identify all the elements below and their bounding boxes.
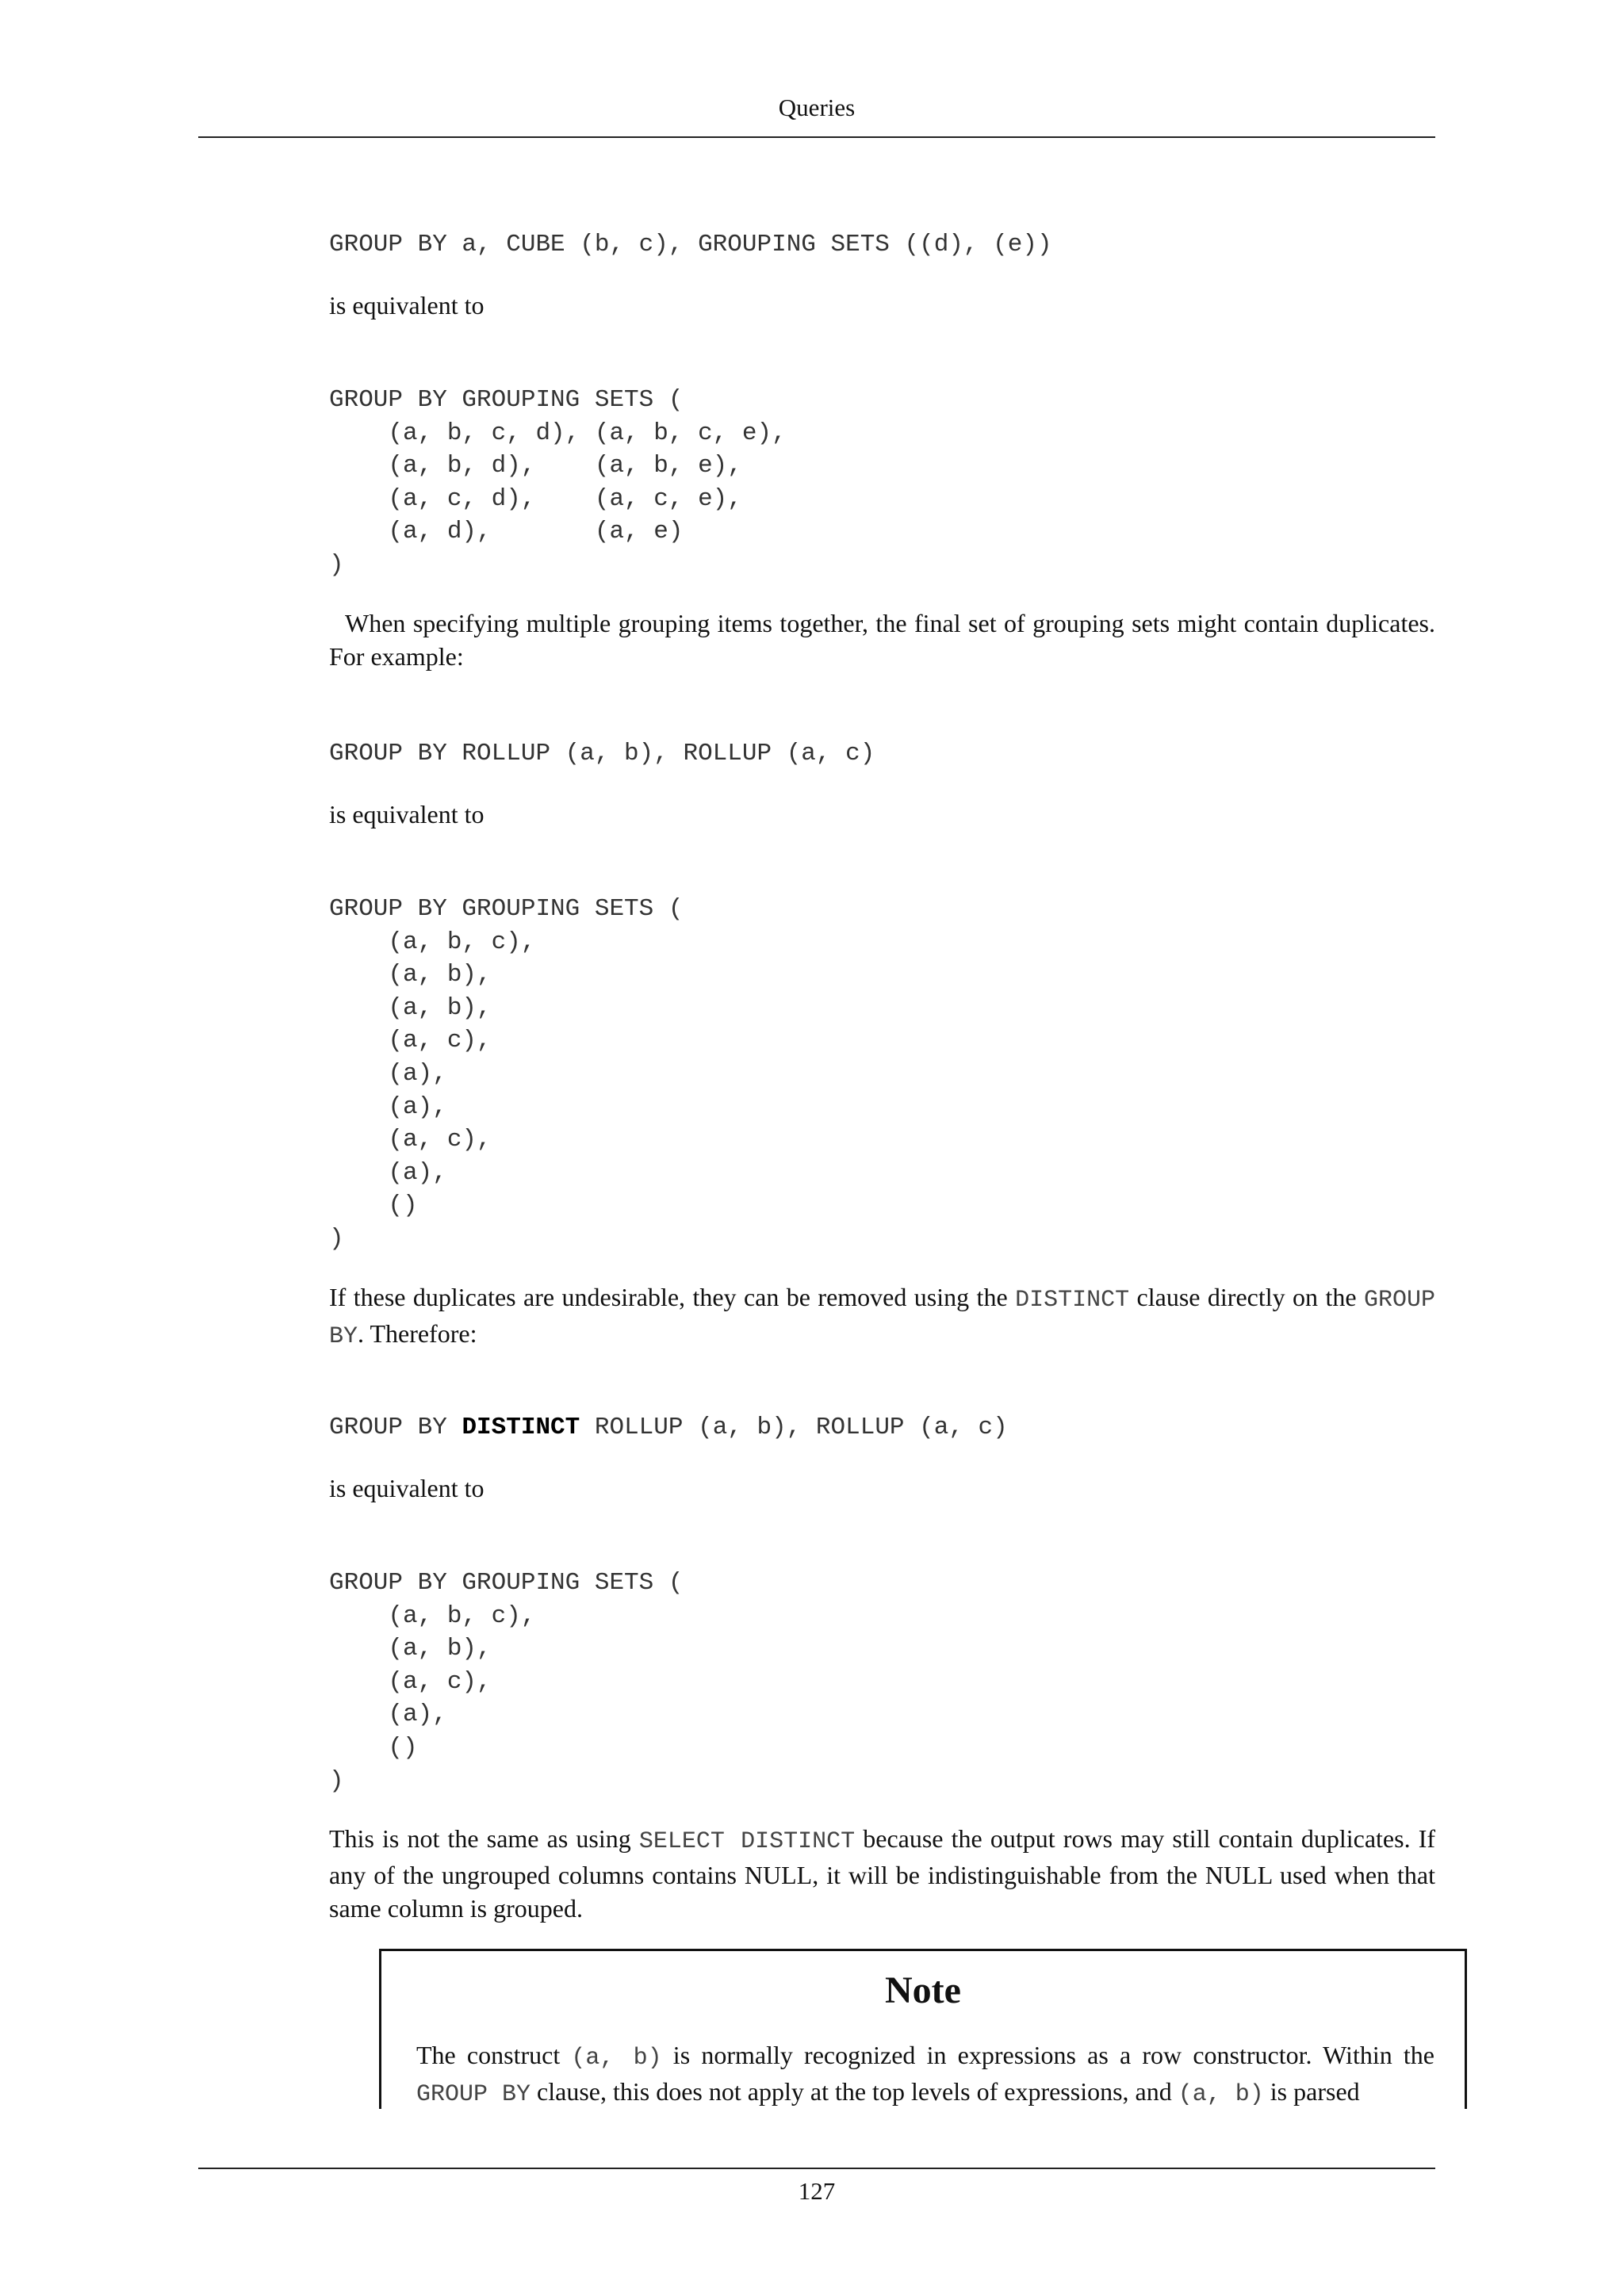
footer-rule [198, 2168, 1435, 2169]
equivalence-text: is equivalent to [329, 1474, 485, 1502]
inline-code-select-distinct: SELECT DISTINCT [638, 1828, 856, 1855]
distinct-keyword: DISTINCT [462, 1414, 580, 1441]
select-distinct-paragraph: This is not the same as using SELECT DISTINCT because the output rows may still contain duplicates. If any of the ungrouped columns contains NULL, it will be indistinguishable from the NULL used when that same column is grouped. [329, 1824, 1436, 1923]
distinct-paragraph: If these duplicates are undesirable, they can be removed using the DISTINCT clause directly on the GROUP BY. Therefore: [329, 1283, 1436, 1350]
code-example-rollup: GROUP BY ROLLUP (a, b), ROLLUP (a, c) [329, 740, 875, 767]
inline-code-row-constructor: (a, b) [1178, 2081, 1264, 2108]
equivalence-text: is equivalent to [329, 291, 485, 320]
note-body: The construct (a, b) is normally recognized in expressions as a row constructor. Within the GROUP BY clause, this does not apply at the top levels of expressions, and (a, b) is parsed [416, 2041, 1434, 2108]
note-title: Note [885, 1969, 961, 2011]
header-rule [198, 136, 1435, 138]
inline-code-group-by: GROUP BY [329, 1287, 1436, 1350]
code-grouping-sets-duplicates: GROUP BY GROUPING SETS ( (a, b, c), (a, b), (a, b), (a, c), (a), (a), (a, c), (a), () ) [329, 895, 684, 1253]
inline-code-group-by: GROUP BY [416, 2081, 531, 2108]
running-header: Queries [778, 94, 856, 121]
equivalence-text: is equivalent to [329, 800, 485, 828]
page-number: 127 [798, 2177, 836, 2205]
code-example-group-by-distinct: GROUP BY DISTINCT ROLLUP (a, b), ROLLUP (a, c) [329, 1414, 1008, 1441]
code-grouping-sets-distinct: GROUP BY GROUPING SETS ( (a, b, c), (a, b), (a, c), (a), () ) [329, 1569, 684, 1795]
duplicates-paragraph: When specifying multiple grouping items together, the final set of grouping sets might contain duplicates. For example: [329, 609, 1435, 671]
inline-code-distinct: DISTINCT [1015, 1287, 1130, 1314]
code-example-cube: GROUP BY a, CUBE (b, c), GROUPING SETS ((d), (e)) [329, 231, 1052, 258]
code-grouping-sets-expanded: GROUP BY GROUPING SETS ( (a, b, c, d), (a, b, c, e), (a, b, d), (a, b, e), (a, c, d), (a, c, e), (a, d), (a, e) ) [329, 386, 787, 579]
inline-code-row-constructor: (a, b) [571, 2045, 662, 2072]
